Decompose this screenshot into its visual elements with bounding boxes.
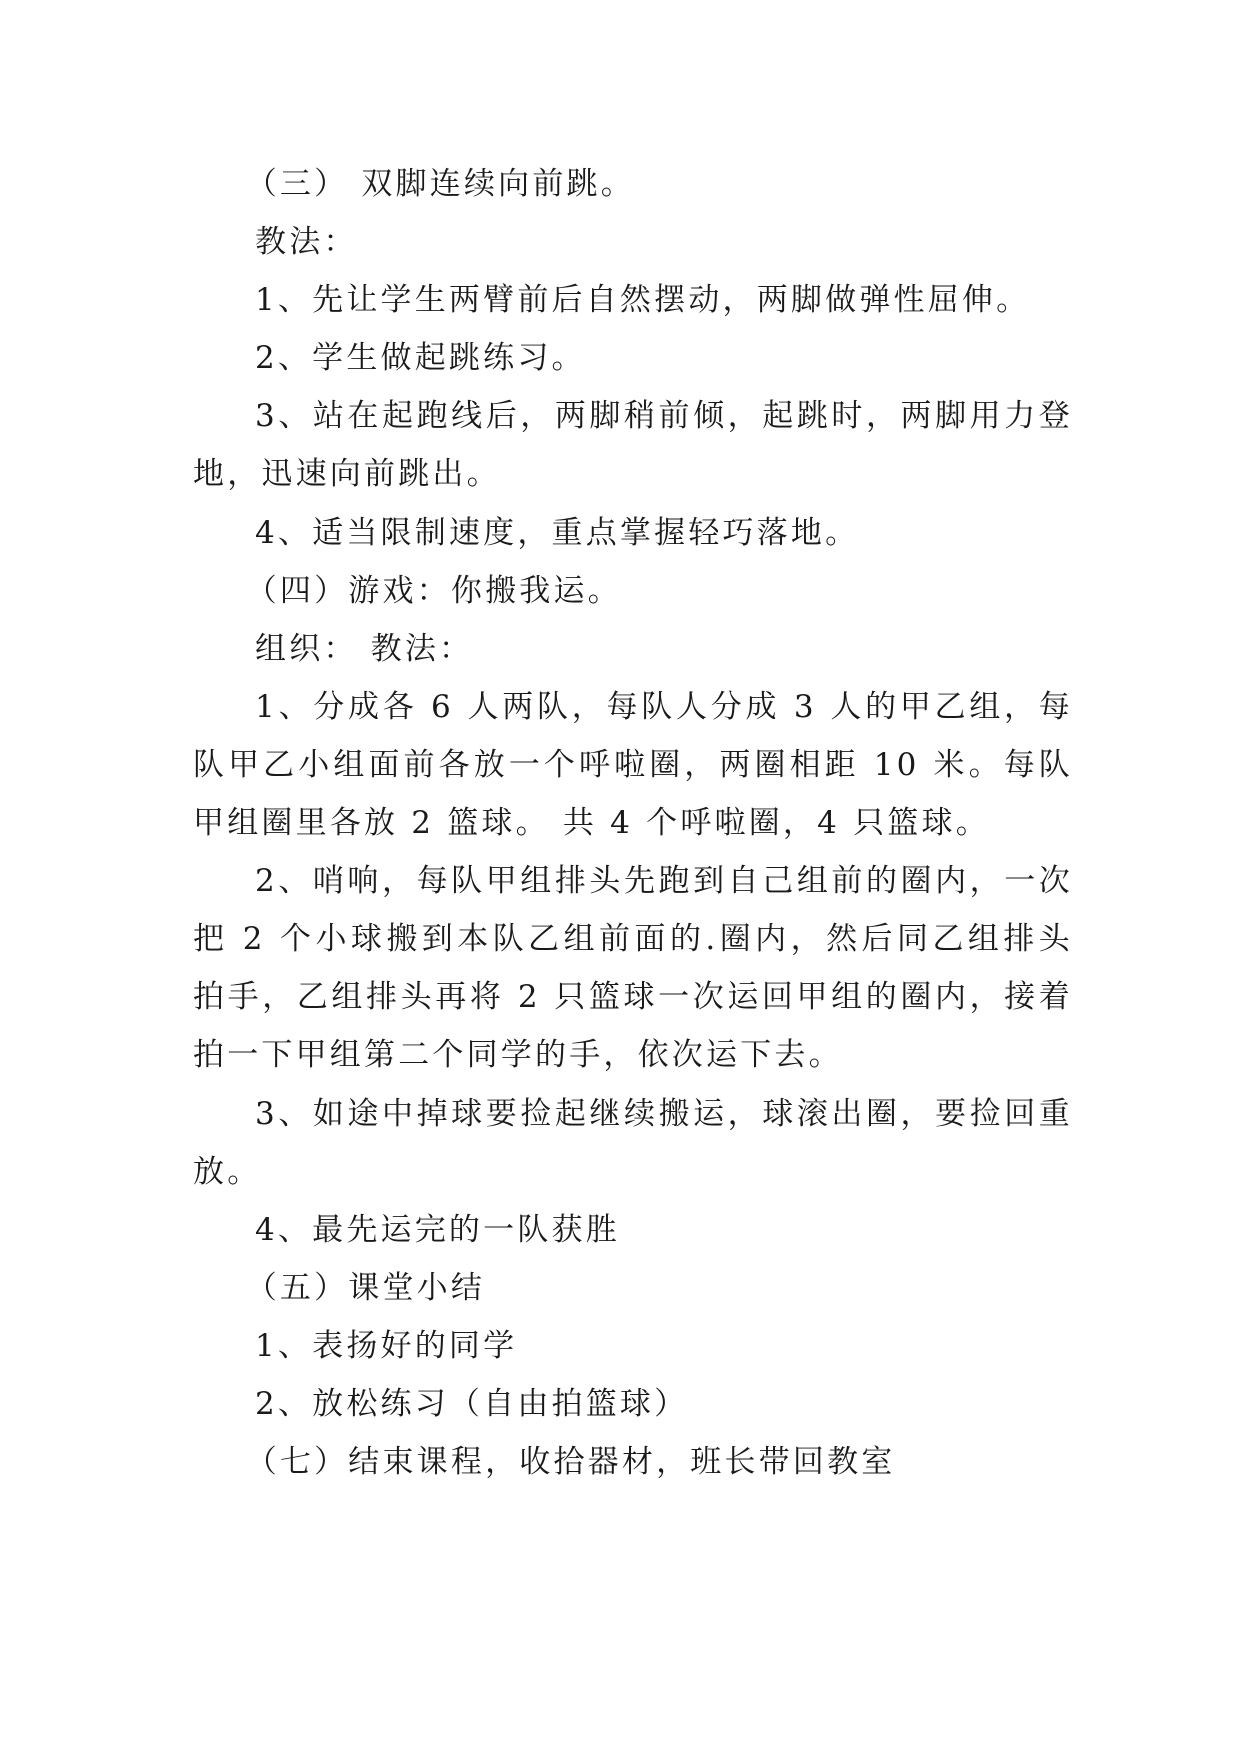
summary-step-1: 1、表扬好的同学 [255,1327,518,1364]
game-step-4: 4、最先运完的一队获胜 [255,1211,620,1248]
game-step-1: 1、分成各 6 人两队，每队人分成 3 人的甲乙组，每队甲乙小组面前各放一个呼啦圈，两圈相距 10 米。每队甲组圈里各放 2 篮球。 共 4 个呼啦圈，4 只篮球。 [193,688,1073,842]
method-step-2: 2、学生做起跳练习。 [255,340,586,377]
section-heading-five: （五）课堂小结 [245,1269,486,1306]
section-heading-three: （三） 双脚连续向前跳。 [245,166,635,202]
game-step-3: 3、如途中掉球要捡起继续搬运，球滚出圈，要捡回重放。 [193,1095,1073,1190]
method-label: 教法： [255,224,358,261]
section-heading-seven: （七）结束课程，收拾器材，班长带回教室 [245,1444,896,1481]
method-step-3: 3、站在起跑线后，两脚稍前倾，起跳时，两脚用力登地，迅速向前跳出。 [193,398,1073,493]
method-step-1: 1、先让学生两臂前后自然摆动，两脚做弹性屈伸。 [255,282,1031,319]
section-heading-four: （四）游戏：你搬我运。 [245,572,622,609]
method-step-4: 4、适当限制速度，重点掌握轻巧落地。 [255,514,860,551]
game-step-2: 2、哨响，每队甲组排头先跑到自己组前的圈内，一次把 2 个小球搬到本队乙组前面的.圈内，然后同乙组排头拍手，乙组排头再将 2 只篮球一次运回甲组的圈内，接着拍一下甲组第二个同学的手，依次运下去。 [193,863,1073,1074]
summary-step-2: 2、放松练习（自由拍篮球） [255,1385,689,1422]
organization-label: 组织： 教法： [255,630,474,667]
document-body [193,155,1073,1491]
